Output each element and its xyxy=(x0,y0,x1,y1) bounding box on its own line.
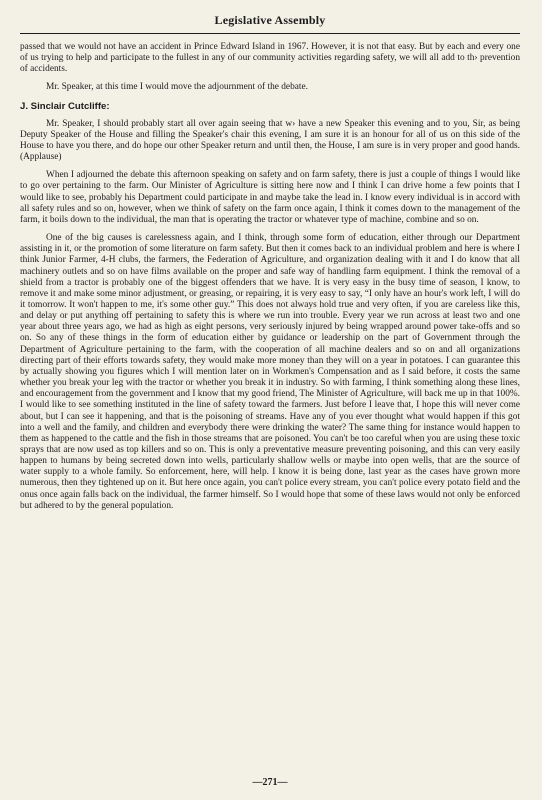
paragraph-continuation: passed that we would not have an accident in Prince Edward Island in 1967. However, it is not that easy. But by each and every one of us trying to help and participate to the fullest in any of our community activities regarding safety, we will all add to th› prevention of accidents. xyxy=(20,42,520,75)
speaker-name: J. Sinclair Cutcliffe: xyxy=(20,100,110,112)
paragraph-farm-safety: When I adjourned the debate this afternoon speaking on safety and on farm safety, there is just a couple of things I would like to go over pertaining to the farm. Our Minister of Agriculture is sitting here now and I think I can drive home a few points that I would like to see, probably his Department could participate in and maybe take the lead in. I know every individual is in accord with all safety rules and so on, however, when we think of safety on the farm once again, I think it comes down to the management of the farm, it boils down to the individual, the man that is operating the tractor or whatever type of machine, combine and so on. xyxy=(20,170,520,225)
document-page xyxy=(20,12,520,788)
paragraph-motion: Mr. Speaker, at this time I would move the adjournment of the debate. xyxy=(46,82,308,93)
paragraph-carelessness: One of the big causes is carelessness again, and I think, through some form of education, either through our Department assisting in it, or the promotion of some literature on farm safety. But then it comes back to an individual problem and here is where I think Junior Farmer, 4-H clubs, the farmers, the Federation of Agriculture, and organization dealing with it and I do know that all machinery outlets and so on have films available on the proper and safe way of handling farm equipment. I think the removal of a shield from a tractor is probably one of the biggest offenders that we have. It is very easy in the busy time of season, I know, to remove it and make some minor adjustment, or greasing, or repairing, it is very easy to say, “I only have an hour's work left, I will do it tomorrow. It won't happen to me, it's some other guy.” This does not always hold true and very often, if you are careless like this, and delay or put anything off pertaining to safety this is where we run into trouble. Every year we run across at least two and one year about three years ago, we had as high as eight persons, very seriously injured by being wrapped around power take-offs and so on. So any of these things in the form of education either by guidance or leadership on the part of Government through the Department of Agriculture pertaining to the farm, with the cooperation of all machine dealers and so on and all organizations directing part of their efforts towards safety, they would make more money than they will on a year in potatoes. I can guarantee this by actually showing you figures which I will mention later on in Workmen's Compensation and as I said before, it costs the same whether you break your leg with the tractor or whether you break it in industry. So with farming, I think something along these lines, and encouragement from the government and I know that my good friend, The Minister of Agriculture, will back me up in that 100%. I would like to see something instituted in the line of safety toward the farmers. Just before I leave that, I hope this will never come about, but I can see it happening, and that is the poisoning of streams. Have any of you ever thought what would happen if this got into a well and the family, and children and everybody there were drinking the water? The same thing for instance would happen to them as happened to the cattle and the fish in those streams that are poisoned. You can't be too careful when you are using these toxic sprays that are now used as top killers and so on. This is only a preventative measure preventing poisoning, and this can very easily happen to humans by being secreted down into wells, particularly shallow wells or maybe into open wells, that are the source of water supply to a whole family. So enforcement, here, will help. I know it is being done, last year as the cases have grown more numerous, then they tightened up on it. But here once again, you can't police every stream, you can't police every potato field and the onus once again falls back on the individual, the farmer himself. So I would hope that some of these laws would not only be enforced but adhered to by the general population. xyxy=(20,233,520,511)
page-number: —271— xyxy=(252,777,288,788)
paragraph-speaker-intro: Mr. Speaker, I should probably start all over again seeing that w› have a new Speaker this evening and to you, Sir, as being Deputy Speaker of the House and filling the Speaker's chair this evening, I am sure it is an honour for all of us on this side of the House to have you there, and do hope our other Speaker return and until then, the House, I am sure is in very proper and good hands. (Applause) xyxy=(20,118,520,163)
header-rule xyxy=(20,33,520,34)
page-header: Legislative Assembly xyxy=(214,13,326,27)
